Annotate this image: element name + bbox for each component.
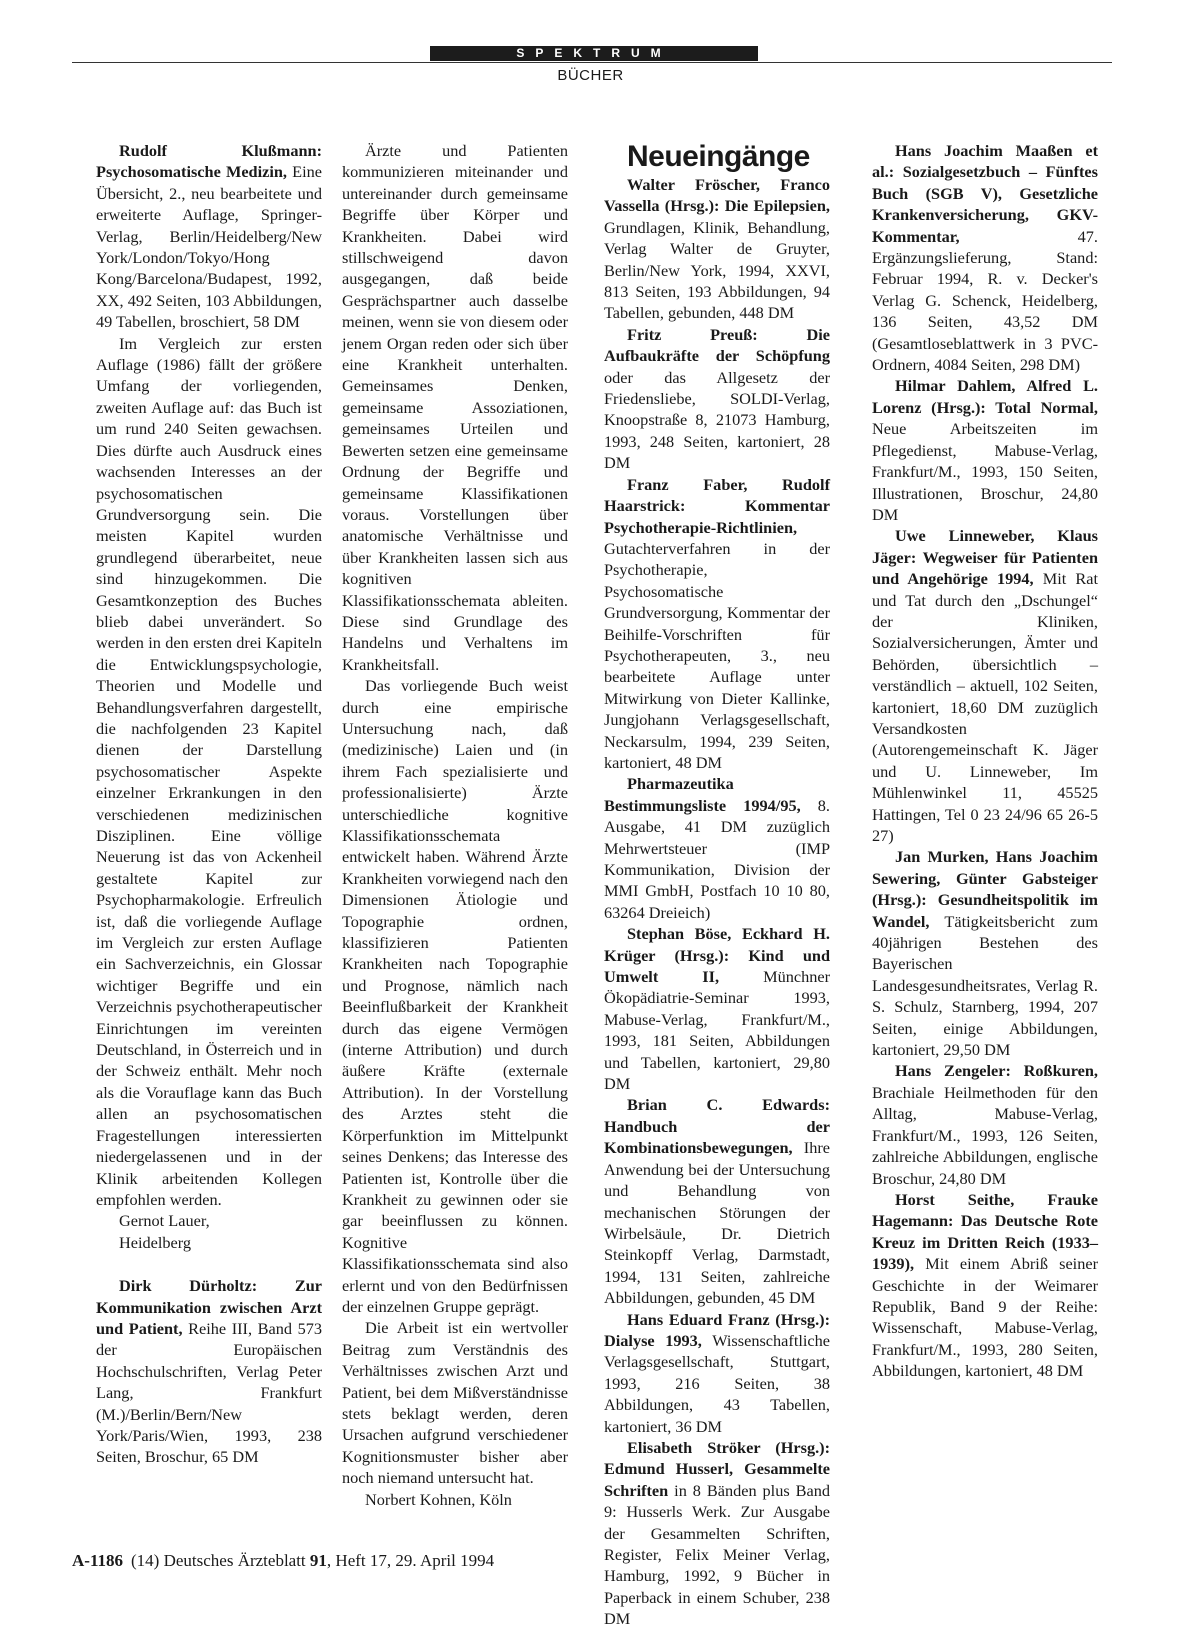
book-entry-title: Hans Eduard Franz (Hrsg.): Dialyse 1993, bbox=[604, 1309, 830, 1350]
review-2-paragraph: Die Arbeit ist ein wertvoller Beitrag zum Verständnis des Verhältnisses zwischen Arzt und Patient, bei dem Mißverständnisse stets beklagt werden, deren Ursachen aufgrund verschiedener Kognitionsmuster bisher aber noch niemand untersucht hat. bbox=[342, 1318, 568, 1488]
book-entry bbox=[604, 174, 830, 324]
page-footer bbox=[72, 1551, 494, 1571]
book-entry bbox=[604, 923, 830, 1094]
review-1-bibliography: Eine Übersicht, 2., neu bearbeitete und erweiterte Auflage, Springer-Verlag, Berlin/Heidelberg/New York/London/Tokyo/Hong Kong/Barcelona/Budapest, 1992, XX, 492 Seiten, 103 Abbildungen, 49 Tabellen, broschiert, 58 DM bbox=[96, 162, 322, 332]
book-entry-title: Hilmar Dahlem, Alfred L. Lorenz (Hrsg.): Total Normal, bbox=[872, 376, 1098, 417]
review-2-bibliography: Reihe III, Band 573 der Europäischen Hochschulschriften, Verlag Peter Lang, Frankfurt (M.)/Berlin/Bern/New York/Paris/Wien, 1993, 238 Seiten, Broschur, 65 DM bbox=[96, 1318, 322, 1467]
masthead bbox=[0, 0, 1181, 100]
book-entry-text: Münchner Ökopädiatrie-Seminar 1993, Mabuse-Verlag, Frankfurt/M., 1993, 181 Seiten, Abbildungen und Tabellen, kartoniert, 29,80 DM bbox=[604, 967, 831, 1094]
book-entry-text: oder das Allgesetz der Friedensliebe, SOLDI-Verlag, Knoopstraße 8, 21073 Hamburg, 1993, 248 Seiten, kartoniert, 28 DM bbox=[604, 367, 830, 473]
book-entry bbox=[872, 1189, 1098, 1382]
section-bar: SPEKTRUM bbox=[430, 46, 758, 61]
book-entry-title: Uwe Linneweber, Klaus Jäger: Wegweiser für Patienten und Angehörige 1994, bbox=[872, 526, 1098, 589]
book-entry-title: Franz Faber, Rudolf Haarstrick: Kommentar Psychotherapie-Richtlinien, bbox=[604, 474, 830, 537]
book-entry bbox=[872, 1060, 1098, 1188]
book-entry-text: 47. Ergänzungslieferung, Stand: Februar 1994, R. v. Decker's Verlag G. Schenck, Heidelberg, 136 Seiten, 43,52 DM (Gesamtloseblattwerk in 3 PVC-Ordnern, 4084 Seiten, 298 DM) bbox=[872, 226, 1098, 375]
book-entry-title: Jan Murken, Hans Joachim Sewering, Günter Gabsteiger (Hrsg.): Gesundheitspolitik im Wandel, bbox=[872, 847, 1098, 931]
footer-citation: (14) Deutsches Ärzteblatt bbox=[131, 1551, 310, 1570]
book-entry-text: Mit Rat und Tat durch den „Dschungel“ der Kliniken, Sozialversicherungen, Ämter und Behörden, übersichtlich – verständlich – aktuell, 102 Seiten, kartoniert, 18,60 DM zuzüglich Versandkosten (Autorengemeinschaft K. Jäger und U. Linneweber, Im Mühlenwinkel 11, 45525 Hattingen, Tel 0 23 24/96 65 26-5 27) bbox=[872, 569, 1098, 845]
review-2-citation bbox=[96, 1275, 322, 1468]
book-entry-text: Mit einem Abriß seiner Geschichte in der Weimarer Republik, Band 9 der Reihe: Wissenschaft, Mabuse-Verlag, Frankfurt/M., 1993, 280 Seiten, Abbildungen, kartoniert, 48 DM bbox=[872, 1254, 1098, 1381]
review-1-citation bbox=[96, 140, 322, 333]
book-entry bbox=[872, 525, 1098, 846]
review-1-place: Heidelberg bbox=[119, 1232, 192, 1252]
book-entry-title: Fritz Preuß: Die Aufbaukräfte der Schöpfung bbox=[604, 324, 830, 366]
book-entry-title: Brian C. Edwards: Handbuch der Kombinationsbewegungen, bbox=[604, 1095, 830, 1158]
book-entry bbox=[604, 1309, 830, 1437]
book-entry bbox=[872, 140, 1098, 375]
book-entry-text: in 8 Bänden plus Band 9: Husserls Werk. Zur Ausgabe der Gesammelten Schriften, Register, Felix Meiner Verlag, Hamburg, 1992, 9 Bücher in Paperback in einem Schuber, 238 DM bbox=[604, 1480, 830, 1629]
book-entry-title: Pharmazeutika Bestimmungsliste 1994/95, bbox=[604, 774, 801, 815]
column-4 bbox=[872, 140, 1098, 1382]
review-2-paragraph: Ärzte und Patienten kommunizieren miteinander und untereinander durch gemeinsame Begriffe über Körper und Krankheiten. Dabei wird stillschweigend davon ausgegangen, daß beide Gesprächspartner auch dasselbe meinen, wenn sie von diesem oder jenem Organ reden oder sich über eine Krankheit unterhalten. Gemeinsames Denken, gemeinsame Assoziationen, gemeinsames Urteilen und Bewerten setzen eine gemeinsame Ordnung der Begriffe und gemeinsame Klassifikationen voraus. Vorstellungen über anatomische Verhältnisse und über Krankheiten lassen sich aus kognitiven Klassifikationsschemata ableiten. Diese sind Grundlage des Handelns und Verhaltens im Krankheitsfall. bbox=[342, 141, 568, 674]
book-entry bbox=[872, 375, 1098, 525]
review-1-body: Im Vergleich zur ersten Auflage (1986) fällt der größere Umfang der vorliegenden, zweiten Auflage auf: das Buch ist um rund 240 Seiten gewachsen. Dies dürfte auch Ausdruck eines wachsenden Interesses an der psychosomatischen Grundversorgung sein. Die meisten Kapitel wurden grundlegend überarbeitet, neue sind hinzugekommen. Die Gesamtkonzeption des Buches blieb dabei unverändert. So werden in den ersten drei Kapiteln die Entwicklungspsychologie, Theorien und Modelle und Behandlungsverfahren dargestellt, die nachfolgenden 23 Kapitel dienen der Darstellung psychosomatischer Aspekte einzelner Erkrankungen in den verschiedenen medizinischen Disziplinen. Eine völlige Neuerung ist das von Ackenheil gestaltete Kapitel zur Psychopharmakologie. Erfreulich ist, daß die vorliegende Auflage im Vergleich zur ersten Auflage ein Sachverzeichnis, ein Glossar wichtiger Begriffe und ein Verzeichnis psychotherapeutischer Einrichtungen im vereinten Deutschland, in Österreich und in der Schweiz enthält. Mehr noch als die Vorauflage kann das Buch allen an psychosomatischen Fragestellungen interessierten niedergelassenen und in der Klinik arbeitenden Kollegen empfohlen werden. bbox=[96, 333, 322, 1209]
book-entry-text: Ihre Anwendung bei der Untersuchung und Behandlung von mechanischen Störungen der Wirbelsäule, Dr. Dietrich Steinkopff Verlag, Darmstadt, 1994, 131 Seiten, zahlreiche Abbildungen, gebunden, 45 DM bbox=[604, 1138, 830, 1308]
page-number: A-1186 bbox=[72, 1551, 123, 1570]
book-entry-text: Gutachterverfahren in der Psychotherapie, Psychosomatische Grundversorgung, Kommentar der Beihilfe-Vorschriften für Psychotherapeuten, 3., neu bearbeitete Auflage unter Mitwirkung von Dieter Kallinke, Jungjohann Verlagsgesellschaft, Neckarsulm, 1994, 239 Seiten, kartoniert, 48 DM bbox=[604, 538, 830, 772]
book-entry-title: Elisabeth Ströker (Hrsg.): Edmund Husserl, Gesammelte Schriften bbox=[604, 1437, 830, 1500]
review-1-author: Gernot Lauer, bbox=[119, 1211, 210, 1231]
book-entry-title: Hans Zengeler: Roßkuren, bbox=[895, 1061, 1098, 1081]
book-entry bbox=[872, 846, 1098, 1060]
column-2 bbox=[342, 140, 568, 1510]
book-entry bbox=[604, 324, 830, 474]
review-2-author: Norbert Kohnen, Köln bbox=[365, 1489, 512, 1509]
book-entry-text: Wissenschaftliche Verlagsgesellschaft, Stuttgart, 1993, 216 Seiten, 38 Abbildungen, 43 Tabellen, kartoniert, 36 DM bbox=[604, 1330, 830, 1436]
section-label: BÜCHER bbox=[557, 67, 624, 84]
book-entry bbox=[604, 773, 830, 923]
review-2-paragraph: Das vorliegende Buch weist durch eine empirische Untersuchung nach, daß (medizinische) Laien und (in ihrem Fach spezialisierte und professionalisierte) Ärzte unterschiedliche kognitive Klassifikationsschemata entwickelt haben. Während Ärzte Krankheiten vorwiegend nach den Dimensionen Ätiologie und Topographie ordnen, klassifizieren Patienten Krankheiten nach Topographie und Prognose, nämlich nach Beeinflußbarkeit der Krankheit durch das eigene Vermögen (interne Attribution) und durch äußere Kräfte (externale Attribution). In der Vorstellung des Arztes steht die Körperfunktion im Mittelpunkt seines Denkens; das Interesse des Patienten ist, Kontrolle über die Krankheit zu gewinnen oder sie gar beeinflussen zu können. Kognitive Klassifikationsschemata sind also erlernt und von den Bedürfnissen der einzelnen Gruppe geprägt. bbox=[342, 676, 568, 1316]
book-entry-text: Tätigkeitsbericht zum 40jährigen Bestehen des Bayerischen Landesgesundheitsrates, Verlag R. S. Schulz, Starnberg, 1994, 207 Seiten, einige Abbildungen, kartoniert, 29,50 DM bbox=[872, 911, 1098, 1060]
book-entry-title: Stephan Böse, Eckhard H. Krüger (Hrsg.): Kind und Umwelt II, bbox=[604, 924, 830, 987]
book-entry-text: Grundlagen, Klinik, Behandlung, Verlag Walter de Gruyter, Berlin/New York, 1994, XXVI, 813 Seiten, 193 Abbildungen, 94 Tabellen, gebunden, 448 DM bbox=[604, 217, 830, 323]
review-2-title: Dirk Dürholtz: Zur Kommunikation zwischen Arzt und Patient, bbox=[96, 1276, 322, 1338]
book-entry-text: Neue Arbeitszeiten im Pflegedienst, Mabuse-Verlag, Frankfurt/M., 1993, 150 Seiten, Illustrationen, Broschur, 24,80 DM bbox=[872, 419, 1098, 524]
book-entry-text: 8. Ausgabe, 41 DM zuzüglich Mehrwertsteuer (IMP Kommunikation, Division der MMI GmbH, Postfach 10 10 80, 63264 Dreieich) bbox=[604, 795, 830, 922]
column-1 bbox=[96, 140, 322, 1468]
book-entry-title: Horst Seithe, Frauke Hagemann: Das Deutsche Rote Kreuz im Dritten Reich (1933–1939), bbox=[872, 1189, 1098, 1274]
header-rule bbox=[72, 62, 1112, 63]
column-3 bbox=[604, 140, 830, 1630]
neueingaenge-heading: Neueingänge bbox=[627, 140, 810, 173]
book-entry-title: Walter Fröscher, Franco Vassella (Hrsg.): Die Epilepsien, bbox=[604, 175, 830, 216]
book-entry bbox=[604, 1094, 830, 1308]
footer-date: , Heft 17, 29. April 1994 bbox=[326, 1551, 495, 1570]
book-entry bbox=[604, 474, 830, 774]
review-1-title: Rudolf Klußmann: Psychosomatische Medizin, bbox=[96, 141, 322, 182]
book-entry bbox=[604, 1437, 830, 1630]
book-entry-title: Hans Joachim Maaßen et al.: Sozialgesetzbuch – Fünftes Buch (SGB V), Gesetzliche Krankenversicherung, GKV-Kommentar, bbox=[872, 141, 1098, 246]
book-entry-text: Brachiale Heilmethoden für den Alltag, Mabuse-Verlag, Frankfurt/M., 1993, 126 Seiten, zahlreiche Abbildungen, englische Broschur, 24,80 DM bbox=[872, 1082, 1098, 1188]
footer-volume: 91 bbox=[309, 1551, 327, 1570]
